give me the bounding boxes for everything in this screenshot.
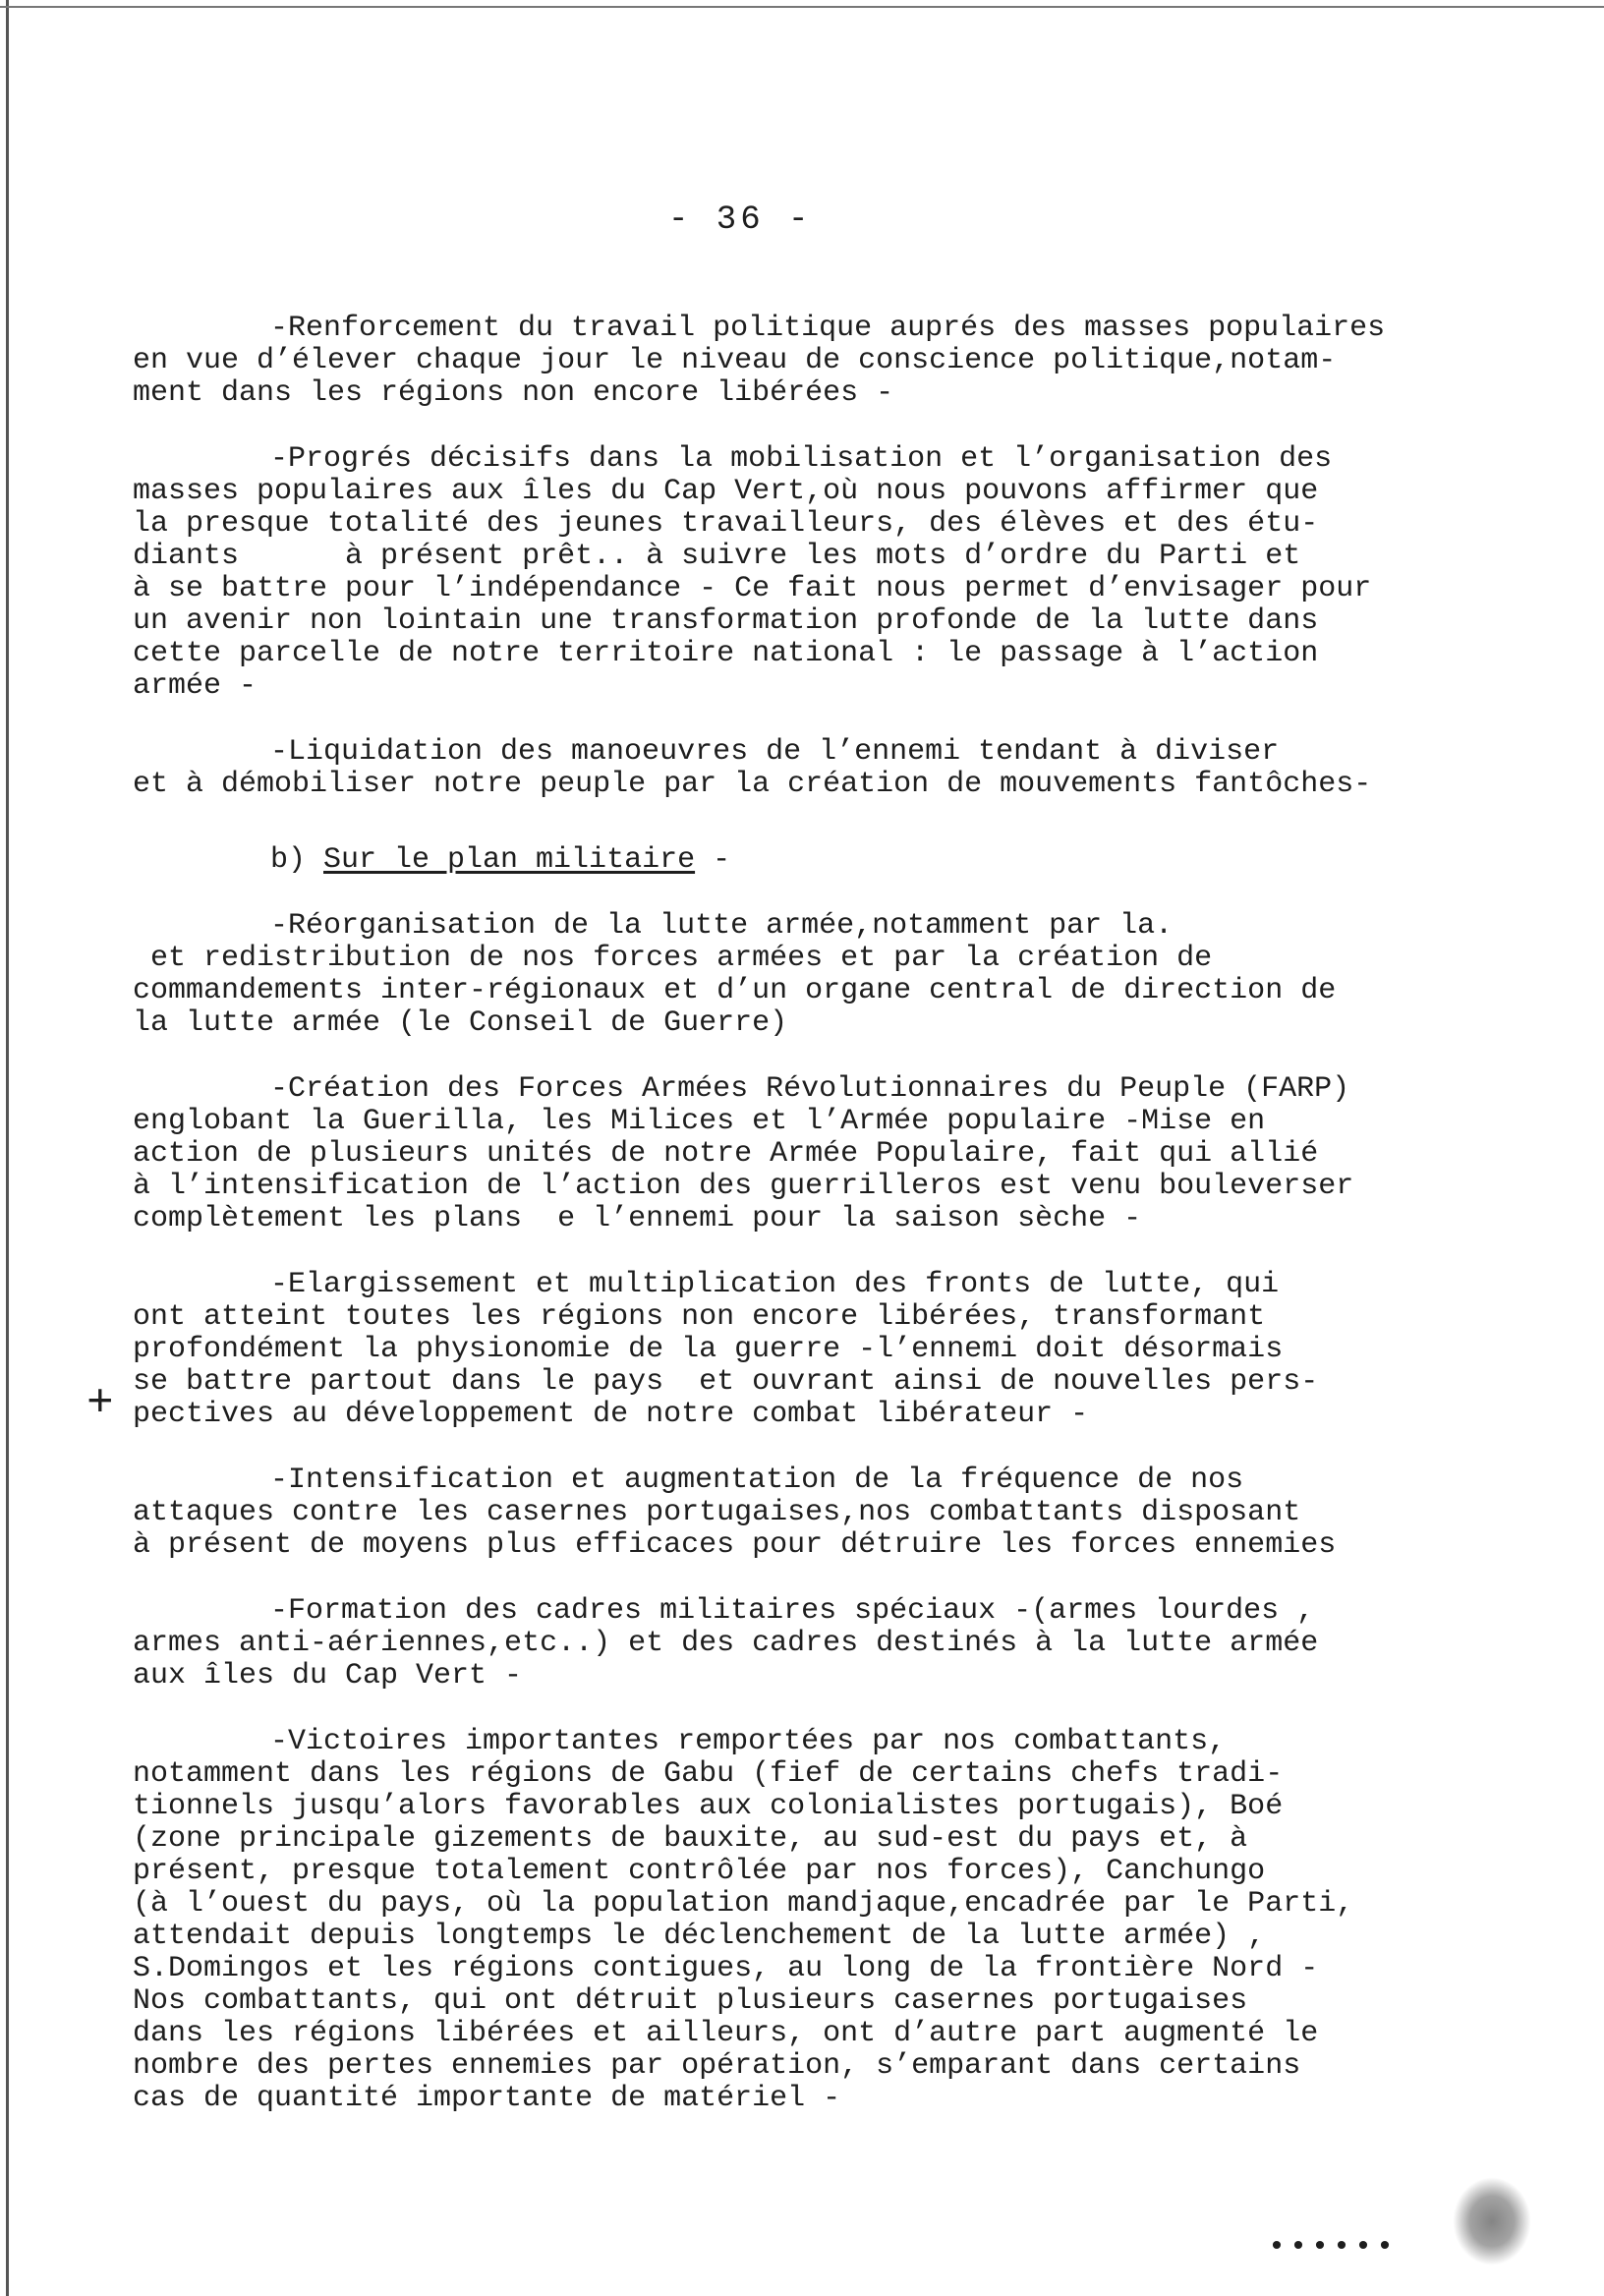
paragraph-line: cette parcelle de notre territoire national : le passage à l’action xyxy=(133,637,1319,670)
paragraph-line: ment dans les régions non encore libérées - xyxy=(133,376,894,410)
political-section xyxy=(133,313,1509,801)
paragraph-line: en vue d’élever chaque jour le niveau de conscience politique,notam- xyxy=(133,344,1337,377)
paragraph-line: à présent de moyens plus efficaces pour détruire les forces ennemies xyxy=(133,1528,1337,1562)
paragraph-line: complètement les plans e l’ennemi pour la saison sèche - xyxy=(133,1202,1142,1235)
paragraph-line: armée - xyxy=(133,669,258,703)
paragraph xyxy=(133,313,1509,410)
paragraph-line: notamment dans les régions de Gabu (fief de certains chefs tradi- xyxy=(133,1757,1284,1791)
section-heading-title: Sur le plan militaire xyxy=(323,843,696,877)
military-section xyxy=(133,910,1509,2115)
paragraph-line: diants à présent prêt.. à suivre les mots d’ordre du Parti et xyxy=(133,540,1301,573)
paragraph-line: nombre des pertes ennemies par opération, s’emparant dans certains xyxy=(133,2049,1301,2083)
paragraph xyxy=(133,1073,1509,1235)
paragraph-line: masses populaires aux îles du Cap Vert,où nous pouvons affirmer que xyxy=(133,475,1319,508)
page-number: - 36 - xyxy=(668,201,813,239)
paragraph-line: et redistribution de nos forces armées et par la création de xyxy=(133,942,1213,975)
paragraph-line: présent, presque totalement contrôlée par nos forces), Canchungo xyxy=(133,1855,1266,1888)
section-heading-military xyxy=(133,844,1509,877)
paragraph xyxy=(133,1726,1509,2115)
page-top-edge xyxy=(0,6,1604,8)
paragraph xyxy=(133,443,1509,703)
paragraph-line: -Renforcement du travail politique auprés des masses populaires xyxy=(270,312,1386,345)
paragraph-line: la lutte armée (le Conseil de Guerre) xyxy=(133,1006,788,1040)
paragraph-line: armes anti-aériennes,etc..) et des cadres destinés à la lutte armée xyxy=(133,1627,1319,1660)
ink-stain xyxy=(1453,2177,1531,2266)
paragraph-line: -Création des Forces Armées Révolutionnaires du Peuple (FARP) xyxy=(270,1072,1350,1106)
paragraph xyxy=(133,736,1509,801)
paragraph-line: commandements inter-régionaux et d’un organe central de direction de xyxy=(133,974,1337,1007)
paragraph-line: profondément la physionomie de la guerre -l’ennemi doit désormais xyxy=(133,1333,1284,1366)
footer-dots: •••••• xyxy=(1268,2231,1399,2265)
paragraph xyxy=(133,1269,1509,1431)
paragraph-line: S.Domingos et les régions contigues, au long de la frontière Nord - xyxy=(133,1952,1319,1985)
paragraph-line: -Victoires importantes remportées par nos combattants, xyxy=(270,1725,1227,1758)
paragraph-line: Nos combattants, qui ont détruit plusieurs casernes portugaises xyxy=(133,1984,1248,2018)
paragraph xyxy=(133,910,1509,1040)
paragraph-line: à se battre pour l’indépendance - Ce fait nous permet d’envisager pour xyxy=(133,572,1372,605)
paragraph-line: (zone principale gizements de bauxite, au sud-est du pays et, à xyxy=(133,1822,1248,1856)
paragraph-line: -Intensification et augmentation de la fréquence de nos xyxy=(270,1464,1244,1497)
paragraph-line: englobant la Guerilla, les Milices et l’Armée populaire -Mise en xyxy=(133,1105,1266,1138)
paragraph-line: pectives au développement de notre combat libérateur - xyxy=(133,1398,1089,1431)
paragraph-line: la presque totalité des jeunes travailleurs, des élèves et des étu- xyxy=(133,507,1319,541)
paragraph-line: -Réorganisation de la lutte armée,notamment par la. xyxy=(270,909,1174,943)
paragraph-line: -Liquidation des manoeuvres de l’ennemi tendant à diviser xyxy=(270,735,1280,769)
paragraph-line: se battre partout dans le pays et ouvrant ainsi de nouvelles pers- xyxy=(133,1365,1319,1399)
paragraph-line: -Progrés décisifs dans la mobilisation et l’organisation des xyxy=(270,442,1333,476)
page-left-edge xyxy=(6,0,9,2296)
paragraph-line: (à l’ouest du pays, où la population mandjaque,encadrée par le Parti, xyxy=(133,1887,1354,1921)
paragraph xyxy=(133,1464,1509,1562)
paragraph-line: dans les régions libérées et ailleurs, ont d’autre part augmenté le xyxy=(133,2017,1319,2050)
section-heading-suffix: - xyxy=(695,843,731,877)
paragraph-line: action de plusieurs unités de notre Armée Populaire, fait qui allié xyxy=(133,1137,1319,1171)
paragraph-line: attendait depuis longtemps le déclenchement de la lutte armée) , xyxy=(133,1920,1266,1953)
margin-annotation-cross: + xyxy=(86,1378,114,1429)
paragraph-line: à l’intensification de l’action des guerrilleros est venu bouleverser xyxy=(133,1170,1354,1203)
paragraph-line: tionnels jusqu’alors favorables aux colonialistes portugais), Boé xyxy=(133,1790,1284,1823)
paragraph xyxy=(133,1595,1509,1693)
paragraph-line: et à démobiliser notre peuple par la création de mouvements fantôches- xyxy=(133,768,1372,801)
document-body xyxy=(133,313,1509,2149)
paragraph-line: -Elargissement et multiplication des fronts de lutte, qui xyxy=(270,1268,1280,1301)
paragraph-line: attaques contre les casernes portugaises,nos combattants disposant xyxy=(133,1496,1301,1529)
section-heading-prefix: b) xyxy=(270,843,324,877)
paragraph-line: un avenir non lointain une transformation profonde de la lutte dans xyxy=(133,604,1319,638)
paragraph-line: aux îles du Cap Vert - xyxy=(133,1659,523,1693)
paragraph-line: -Formation des cadres militaires spéciaux -(armes lourdes , xyxy=(270,1594,1315,1628)
paragraph-line: ont atteint toutes les régions non encore libérées, transformant xyxy=(133,1300,1266,1334)
paragraph-line: cas de quantité importante de matériel - xyxy=(133,2082,841,2115)
